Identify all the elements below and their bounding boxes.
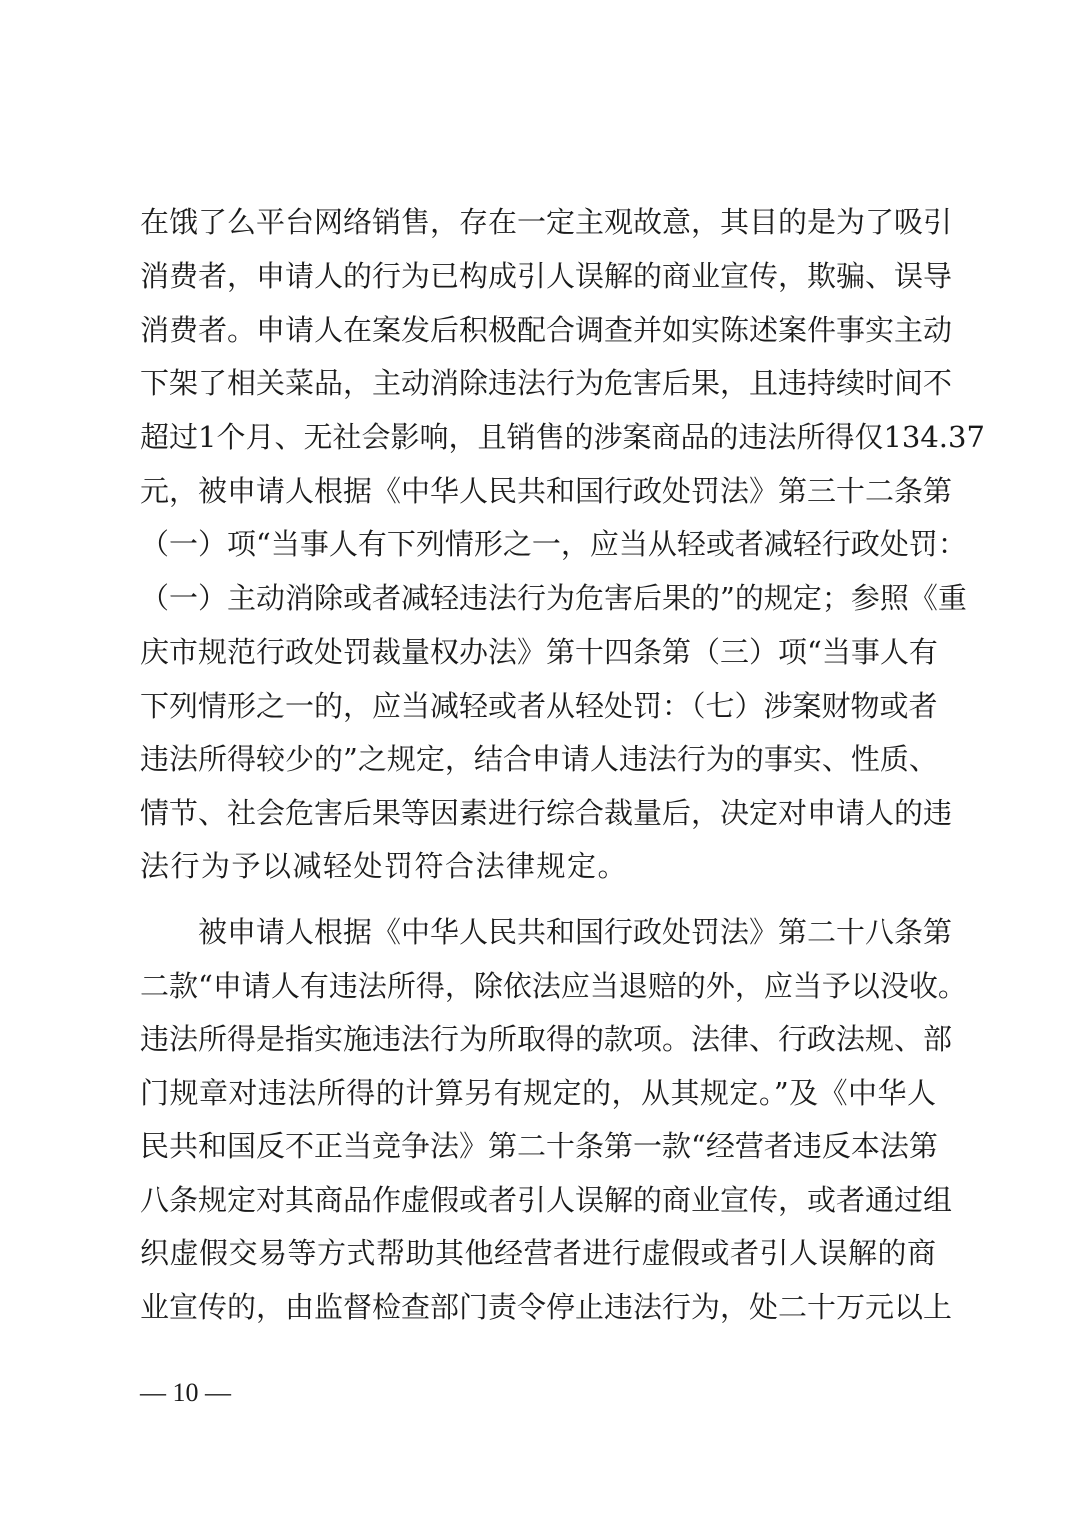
text-line: 违法所得是指实施违法行为所取得的款项。法律、行政法规、部 <box>140 1022 953 1056</box>
text-line: 超过1个月、无社会影响，且销售的涉案商品的违法所得仅134.37 <box>140 420 985 454</box>
text-line: 在饿了么平台网络销售，存在一定主观故意，其目的是为了吸引 <box>140 205 953 239</box>
text-line: 八条规定对其商品作虚假或者引人误解的商业宣传，或者通过组 <box>140 1183 953 1217</box>
text-line: 消费者。申请人在案发后积极配合调查并如实陈述案件事实主动 <box>140 313 953 347</box>
text-line: 情节、社会危害后果等因素进行综合裁量后，决定对申请人的违 <box>140 796 953 830</box>
text-line: 庆市规范行政处罚裁量权办法》第十四条第（三）项“当事人有 <box>140 635 938 669</box>
text-line: 门规章对违法所得的计算另有规定的，从其规定。”及《中华人 <box>140 1076 936 1110</box>
text-line: （一）主动消除或者减轻违法行为危害后果的”的规定；参照《重 <box>140 581 967 615</box>
text-line: （一）项“当事人有下列情形之一，应当从轻或者减轻行政处罚： <box>140 527 967 561</box>
text-line: 业宣传的，由监督检查部门责令停止违法行为，处二十万元以上 <box>140 1290 953 1324</box>
text-line: 消费者，申请人的行为已构成引人误解的商业宣传，欺骗、误导 <box>140 259 953 293</box>
text-line: 下架了相关菜品，主动消除违法行为危害后果，且违持续时间不 <box>140 366 953 400</box>
page-number: — 10 — <box>140 1378 231 1407</box>
text-line: 下列情形之一的，应当减轻或者从轻处罚：（七）涉案财物或者 <box>140 689 938 723</box>
text-line: 民共和国反不正当竞争法》第二十条第一款“经营者违反本法第 <box>140 1129 938 1163</box>
text-line: 织虚假交易等方式帮助其他经营者进行虚假或者引人误解的商 <box>140 1236 936 1270</box>
text-line: 法行为予以减轻处罚符合法律规定。 <box>140 849 629 883</box>
text-line: 被申请人根据《中华人民共和国行政处罚法》第二十八条第 <box>198 915 953 949</box>
text-line: 违法所得较少的”之规定，结合申请人违法行为的事实、性质、 <box>140 742 938 776</box>
text-line: 二款“申请人有违法所得，除依法应当退赔的外，应当予以没收。 <box>140 969 967 1003</box>
text-line: 元，被申请人根据《中华人民共和国行政处罚法》第三十二条第 <box>140 474 953 508</box>
